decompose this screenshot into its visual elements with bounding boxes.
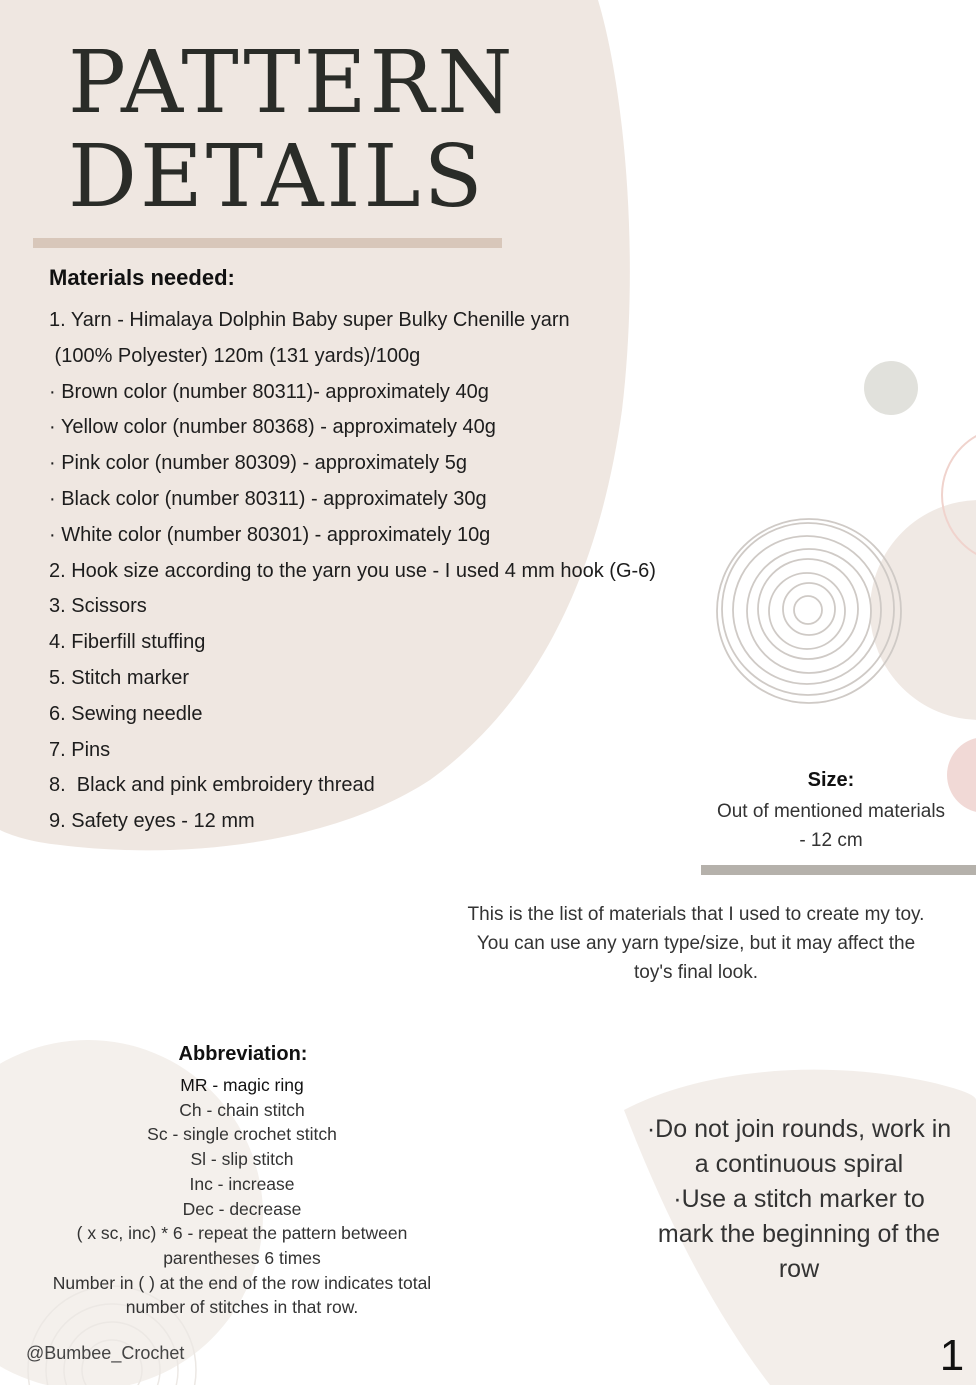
- materials-item: 2. Hook size according to the yarn you use - I used 4 mm hook (G-6): [49, 559, 656, 582]
- materials-item: · Brown color (number 80311)- approximately 40g: [49, 380, 489, 403]
- materials-item: 4. Fiberfill stuffing: [49, 631, 206, 654]
- materials-list: [49, 304, 656, 841]
- tips-line-1: ·Do not join rounds, work in: [646, 1115, 952, 1143]
- abbreviation-item: Number in ( ) at the end of the row indicates total: [52, 1272, 432, 1293]
- page-title: [68, 33, 516, 227]
- note-line-3: toy's final look.: [633, 962, 759, 983]
- materials-note: [436, 900, 956, 987]
- tips-line-4: mark the beginning of the: [657, 1220, 941, 1248]
- beige-circle-right: [870, 500, 976, 720]
- abbreviation-item: Sc - single crochet stitch: [147, 1124, 337, 1145]
- materials-item: (100% Polyester) 120m (131 yards)/100g: [49, 344, 421, 367]
- abbreviation-item: ( x sc, inc) * 6 - repeat the pattern between: [76, 1223, 408, 1244]
- size-text: [700, 797, 962, 855]
- materials-item: 5. Stitch marker: [49, 666, 190, 689]
- abbreviation-item: number of stitches in that row.: [125, 1297, 359, 1318]
- tips-line-3: ·Use a stitch marker to: [673, 1185, 925, 1213]
- materials-item: · Pink color (number 80309) - approximately 5g: [49, 452, 467, 475]
- materials-item: 7. Pins: [49, 738, 111, 761]
- abbreviation-item: Ch - chain stitch: [179, 1099, 305, 1120]
- grey-dot: [864, 361, 918, 415]
- materials-heading: Materials needed:: [49, 265, 235, 290]
- materials-item: 9. Safety eyes - 12 mm: [49, 810, 255, 833]
- materials-item: 1. Yarn - Himalaya Dolphin Baby super Bulky Chenille yarn: [49, 309, 570, 331]
- abbreviation-item: Inc - increase: [189, 1173, 295, 1194]
- abbreviation-item: Sl - slip stitch: [190, 1149, 294, 1170]
- abbreviation-list: [26, 1073, 458, 1320]
- note-line-2: You can use any yarn type/size, but it may affect the: [476, 933, 916, 954]
- size-text-line-2: - 12 cm: [799, 830, 863, 851]
- title-line-2: DETAILS: [68, 127, 486, 227]
- tips-line-2: a continuous spiral: [694, 1150, 904, 1178]
- materials-item: 8. Black and pink embroidery thread: [49, 774, 375, 797]
- abbreviation-item: Dec - decrease: [182, 1198, 302, 1219]
- author-handle: @Bumbee_Crochet: [26, 1343, 185, 1363]
- materials-item: 3. Scissors: [49, 595, 147, 618]
- size-divider-bar: [701, 865, 976, 875]
- note-line-1: This is the list of materials that I used to create my toy.: [467, 904, 925, 925]
- size-text-line-1: Out of mentioned materials: [716, 801, 946, 822]
- materials-item: · Yellow color (number 80368) - approximately 40g: [49, 416, 496, 439]
- tips-line-5: row: [778, 1255, 820, 1283]
- abbreviation-heading: Abbreviation:: [178, 1043, 308, 1065]
- title-underline-bar: [33, 238, 502, 248]
- crochet-tips: [636, 1112, 962, 1287]
- materials-item: · Black color (number 80311) - approximately 30g: [49, 487, 487, 510]
- materials-item: 6. Sewing needle: [49, 702, 203, 725]
- title-line-1: PATTERN: [68, 33, 516, 133]
- materials-item: · White color (number 80301) - approximately 10g: [49, 523, 491, 546]
- page-number: 1: [939, 1331, 965, 1380]
- size-heading: Size:: [807, 769, 855, 791]
- abbreviation-item: MR - magic ring: [180, 1075, 304, 1095]
- abbreviation-item: parentheses 6 times: [163, 1247, 321, 1268]
